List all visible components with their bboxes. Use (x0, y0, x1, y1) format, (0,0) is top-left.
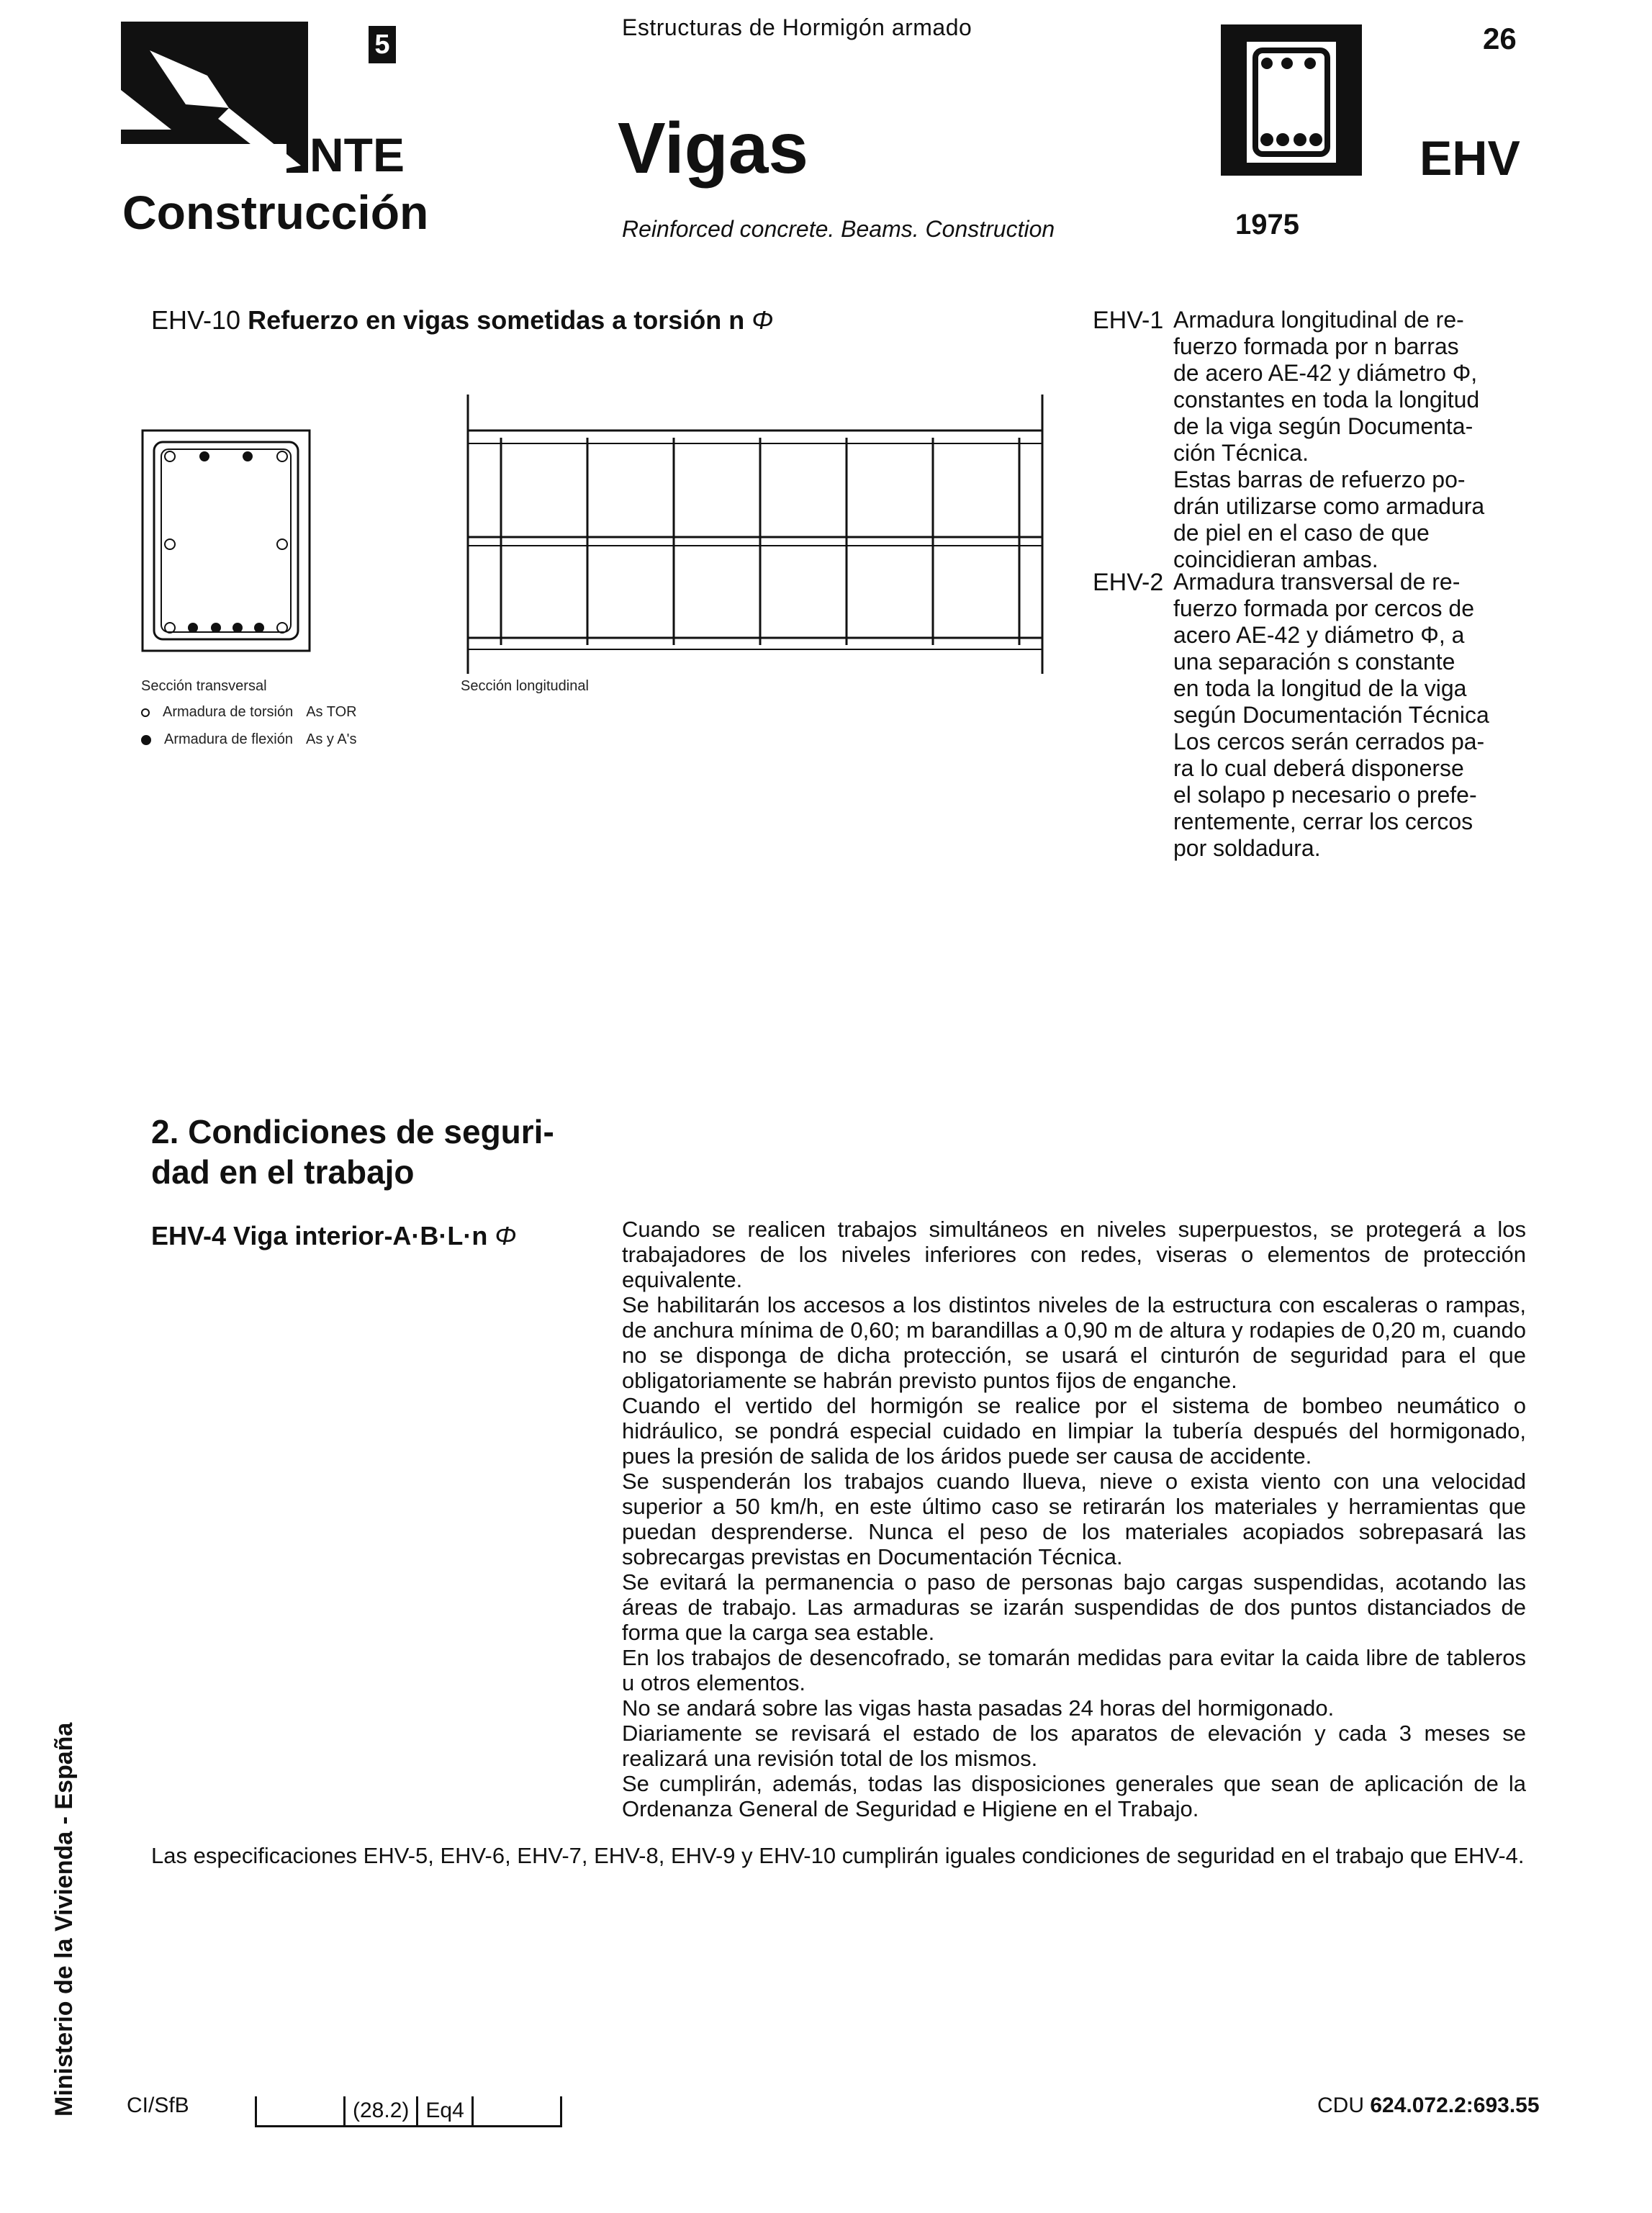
cdu-value: 624.072.2:693.55 (1370, 2093, 1540, 2117)
publication-year: 1975 (1235, 209, 1299, 240)
page-title: Vigas (618, 108, 808, 189)
figure-heading-text: Refuerzo en vigas sometidas a torsión n (248, 305, 745, 335)
open-circle-icon (141, 708, 150, 717)
section-badge: 5 (369, 26, 396, 63)
ehv4-label-text: EHV-4 Viga interior-A·B·L·n (151, 1221, 488, 1250)
legend-label: Armadura de flexión (164, 731, 293, 747)
nte-label: NTE (310, 128, 405, 181)
caption-longitudinal-section: Sección longitudinal (461, 678, 589, 694)
document-kicker: Estructuras de Hormigón armado (622, 14, 972, 40)
document-code: EHV (1419, 131, 1520, 186)
cisfb-cell: (28.2) (343, 2096, 416, 2125)
spec-text-ehv1: Armadura longitudinal de re- fuerzo formada por n barras de acero AE-42 y diámetro Φ, constantes en toda la longitud de la viga según Documenta- ción Técnica. Estas barras de refuerzo po- drán utilizarse como armadura de piel en el caso de que coincidieran ambas. (1173, 307, 1485, 572)
section-2-heading: 2. Condiciones de seguri- dad en el trabajo (151, 1113, 554, 1191)
phi-symbol: Φ (751, 305, 774, 335)
closing-note: Las especificaciones EHV-5, EHV-6, EHV-7, EHV-8, EHV-9 y EHV-10 cumplirán iguales condiciones de seguridad en el trabajo que EHV-4. (151, 1843, 1525, 1868)
beam-section-icon (1221, 24, 1362, 176)
phi-symbol: Φ (495, 1221, 517, 1250)
safety-paragraph: En los trabajos de desencofrado, se tomarán medidas para evitar la caida libre de tableros u otros elementos. (622, 1645, 1526, 1695)
cisfb-classification (255, 2093, 562, 2127)
safety-paragraph: Diariamente se revisará el estado de los aparatos de elevación y cada 3 meses se realizará una revisión total de los mismos. (622, 1721, 1526, 1771)
safety-paragraph: No se andará sobre las vigas hasta pasadas 24 horas del hormigonado. (622, 1695, 1335, 1721)
construccion-label: Construcción (122, 186, 429, 239)
spec-text-ehv2: Armadura transversal de re- fuerzo formada por cercos de acero AE-42 y diámetro Φ, a una separación s constante en toda la longitud de la viga según Documentación Técnica Los cercos serán cerrados pa- ra lo cual deberá disponerse el solapo p necesario o prefe- rentemente, cerrar los cercos por soldadura. (1173, 569, 1489, 861)
legend-label: Armadura de torsión (163, 704, 294, 720)
safety-paragraph: Cuando se realicen trabajos simultáneos en niveles superpuestos, se protegerá a los trabajadores de los niveles inferiores con redes, viseras o elementos de protección equivalente. (622, 1217, 1526, 1292)
safety-paragraph: Se evitará la permanencia o paso de personas bajo cargas suspendidas, acotando las áreas de trabajo. Las armaduras se izarán suspendidas de dos puntos distanciados de forma que la carga sea estable. (622, 1569, 1526, 1645)
nte-trowel-logo (121, 22, 308, 173)
legend-tag: As y A's (305, 731, 357, 747)
legend-tag: As TOR (306, 704, 357, 720)
safety-conditions-body (622, 1217, 1526, 1821)
safety-paragraph: Se suspenderán los trabajos cuando llueva, nieve o exista viento con una velocidad superior a 50 km/h, en este último caso se retirarán los materiales y herramientas que puedan desprenderse. Nunca el peso de los materiales acopiados sobrepasará las sobrecargas previstas en Documentación Técnica. (622, 1469, 1526, 1569)
legend-item-flexion (141, 731, 357, 748)
spec-code-ehv1: EHV-1 (1093, 307, 1164, 334)
longitudinal-section-drawing (458, 393, 1055, 674)
page-number: 26 (1483, 22, 1517, 55)
cisfb-cell (255, 2096, 343, 2125)
caption-cross-section: Sección transversal (141, 678, 267, 694)
figure-heading-code: EHV-10 (151, 305, 241, 335)
cross-section-drawing (141, 429, 311, 652)
cdu-classification (1317, 2093, 1540, 2118)
spec-code-ehv2: EHV-2 (1093, 569, 1164, 596)
ministry-side-label: Ministerio de la Vivienda - España (50, 1722, 78, 2117)
legend-item-torsion (141, 704, 357, 721)
cisfb-label: CI/SfB (127, 2093, 189, 2117)
cisfb-cell (471, 2096, 562, 2125)
filled-circle-icon (141, 735, 151, 745)
safety-paragraph: Se habilitarán los accesos a los distintos niveles de la estructura con escaleras o rampas, de anchura mínima de 0,60; m barandillas a 0,90 m de altura y rodapies de 0,20 m, cuando no se disponga de dicha protección, se usará el cinturón de seguridad para el que obligatoriamente se habrán previsto puntos fijos de enganche. (622, 1292, 1526, 1393)
ehv4-item-label (151, 1221, 517, 1251)
cisfb-cell: Eq4 (416, 2096, 471, 2125)
figure-heading (151, 305, 773, 335)
safety-paragraph: Se cumplirán, además, todas las disposiciones generales que sean de aplicación de la Ordenanza General de Seguridad e Higiene en el Trabajo. (622, 1771, 1526, 1821)
cdu-label: CDU (1317, 2093, 1364, 2117)
safety-paragraph: Cuando el vertido del hormigón se realice por el sistema de bombeo neumático o hidráulico, se pondrá especial cuidado en limpiar la tubería después del hormigonado, pues la presión de salida de los áridos puede ser causa de accidente. (622, 1393, 1526, 1469)
page-subtitle: Reinforced concrete. Beams. Construction (622, 216, 1055, 242)
